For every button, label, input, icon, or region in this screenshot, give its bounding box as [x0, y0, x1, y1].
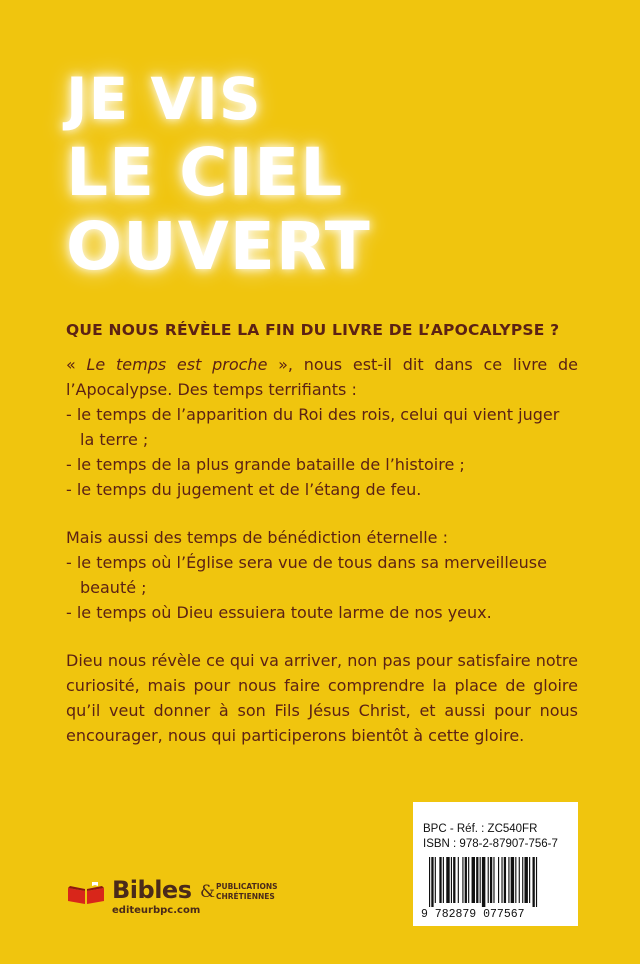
- barcode-bar: [465, 857, 467, 903]
- quote-open: «: [66, 355, 87, 374]
- title-line-1: JE VIS: [66, 65, 262, 133]
- barcode-bar: [490, 857, 492, 903]
- back-cover-text: [66, 352, 578, 748]
- barcode-bar: [522, 857, 523, 903]
- isbn-number: ISBN : 978-2-87907-756-7: [423, 838, 558, 850]
- barcode-bar: [501, 857, 502, 903]
- brand-name: Bibles: [112, 876, 192, 904]
- publisher-subtitle: [216, 882, 278, 902]
- barcode-bar: [536, 857, 537, 907]
- barcode-bar: [529, 857, 530, 903]
- book-title: [66, 65, 371, 285]
- barcode-bar: [519, 857, 520, 903]
- barcode-bar: [515, 857, 516, 903]
- barcode-bar: [446, 857, 449, 903]
- publisher-subtitle-line-2: CHRÉTIENNES: [216, 892, 275, 901]
- list-item: - le temps où Dieu essuiera toute larme de nos yeux.: [66, 603, 492, 622]
- barcode-panel: [413, 802, 578, 926]
- barcode-bar: [472, 857, 475, 903]
- barcode-bar: [488, 857, 489, 903]
- quote-text: Le temps est proche: [86, 355, 268, 374]
- list-item: - le temps de l’apparition du Roi des rois, celui qui vient juger la terre ;: [66, 405, 560, 449]
- barcode-bar: [524, 857, 527, 903]
- title-line-3: OUVERT: [66, 208, 371, 285]
- publisher-logo: [66, 876, 286, 916]
- barcode-bar: [498, 857, 499, 903]
- publisher-subtitle-line-1: PUBLICATIONS: [216, 882, 278, 891]
- barcode-bar: [435, 857, 436, 903]
- barcode-bar: [443, 857, 444, 903]
- paragraph-1-intro: [66, 352, 578, 402]
- reference-info: [423, 822, 558, 852]
- barcode-bar: [493, 857, 494, 903]
- barcode-bar: [476, 857, 478, 903]
- paragraph-2-intro: Mais aussi des temps de bénédiction éternelle :: [66, 528, 448, 547]
- list-item: - le temps où l’Église sera vue de tous dans sa merveilleuse beauté ;: [66, 553, 547, 597]
- barcode-bar: [439, 857, 441, 903]
- list-item: - le temps du jugement et de l’étang de feu.: [66, 480, 422, 499]
- paragraph-3: Dieu nous révèle ce qui va arriver, non pas pour satisfaire notre curiosité, mais pour nous faire comprendre la place de gloire qu’il veut donner à son Fils Jésus Christ, et aussi pour nous encourager, nous qui participerons bientôt à cette gloire.: [66, 651, 578, 745]
- barcode-bar: [468, 857, 469, 903]
- barcode-bar: [458, 857, 459, 903]
- barcode-bar: [480, 857, 481, 903]
- barcode-bar: [462, 857, 463, 903]
- ampersand: &: [200, 882, 216, 902]
- barcode-bar: [429, 857, 430, 907]
- barcode-bar: [431, 857, 433, 907]
- question-heading: QUE NOUS RÉVÈLE LA FIN DU LIVRE DE L’APOCALYPSE ?: [66, 321, 560, 339]
- barcode-bar: [533, 857, 535, 907]
- barcode-bar: [504, 857, 506, 903]
- publisher-website: editeurbpc.com: [112, 905, 201, 916]
- barcode-bar: [508, 857, 509, 903]
- barcode: [421, 857, 571, 919]
- barcode-digits: 9 782879 077567: [421, 908, 525, 919]
- barcode-bar: [482, 857, 485, 907]
- reference-code: BPC - Réf. : ZC540FR: [423, 823, 538, 835]
- barcode-bar: [451, 857, 452, 903]
- title-line-2: LE CIEL: [66, 134, 344, 211]
- barcode-bar: [511, 857, 514, 903]
- open-bible-icon: [66, 882, 106, 908]
- barcode-bar: [453, 857, 455, 903]
- list-item: - le temps de la plus grande bataille de l’histoire ;: [66, 455, 465, 474]
- quote-close: », nous est-il dit dans ce livre de l’Apocalypse. Des temps terrifiants :: [66, 355, 578, 399]
